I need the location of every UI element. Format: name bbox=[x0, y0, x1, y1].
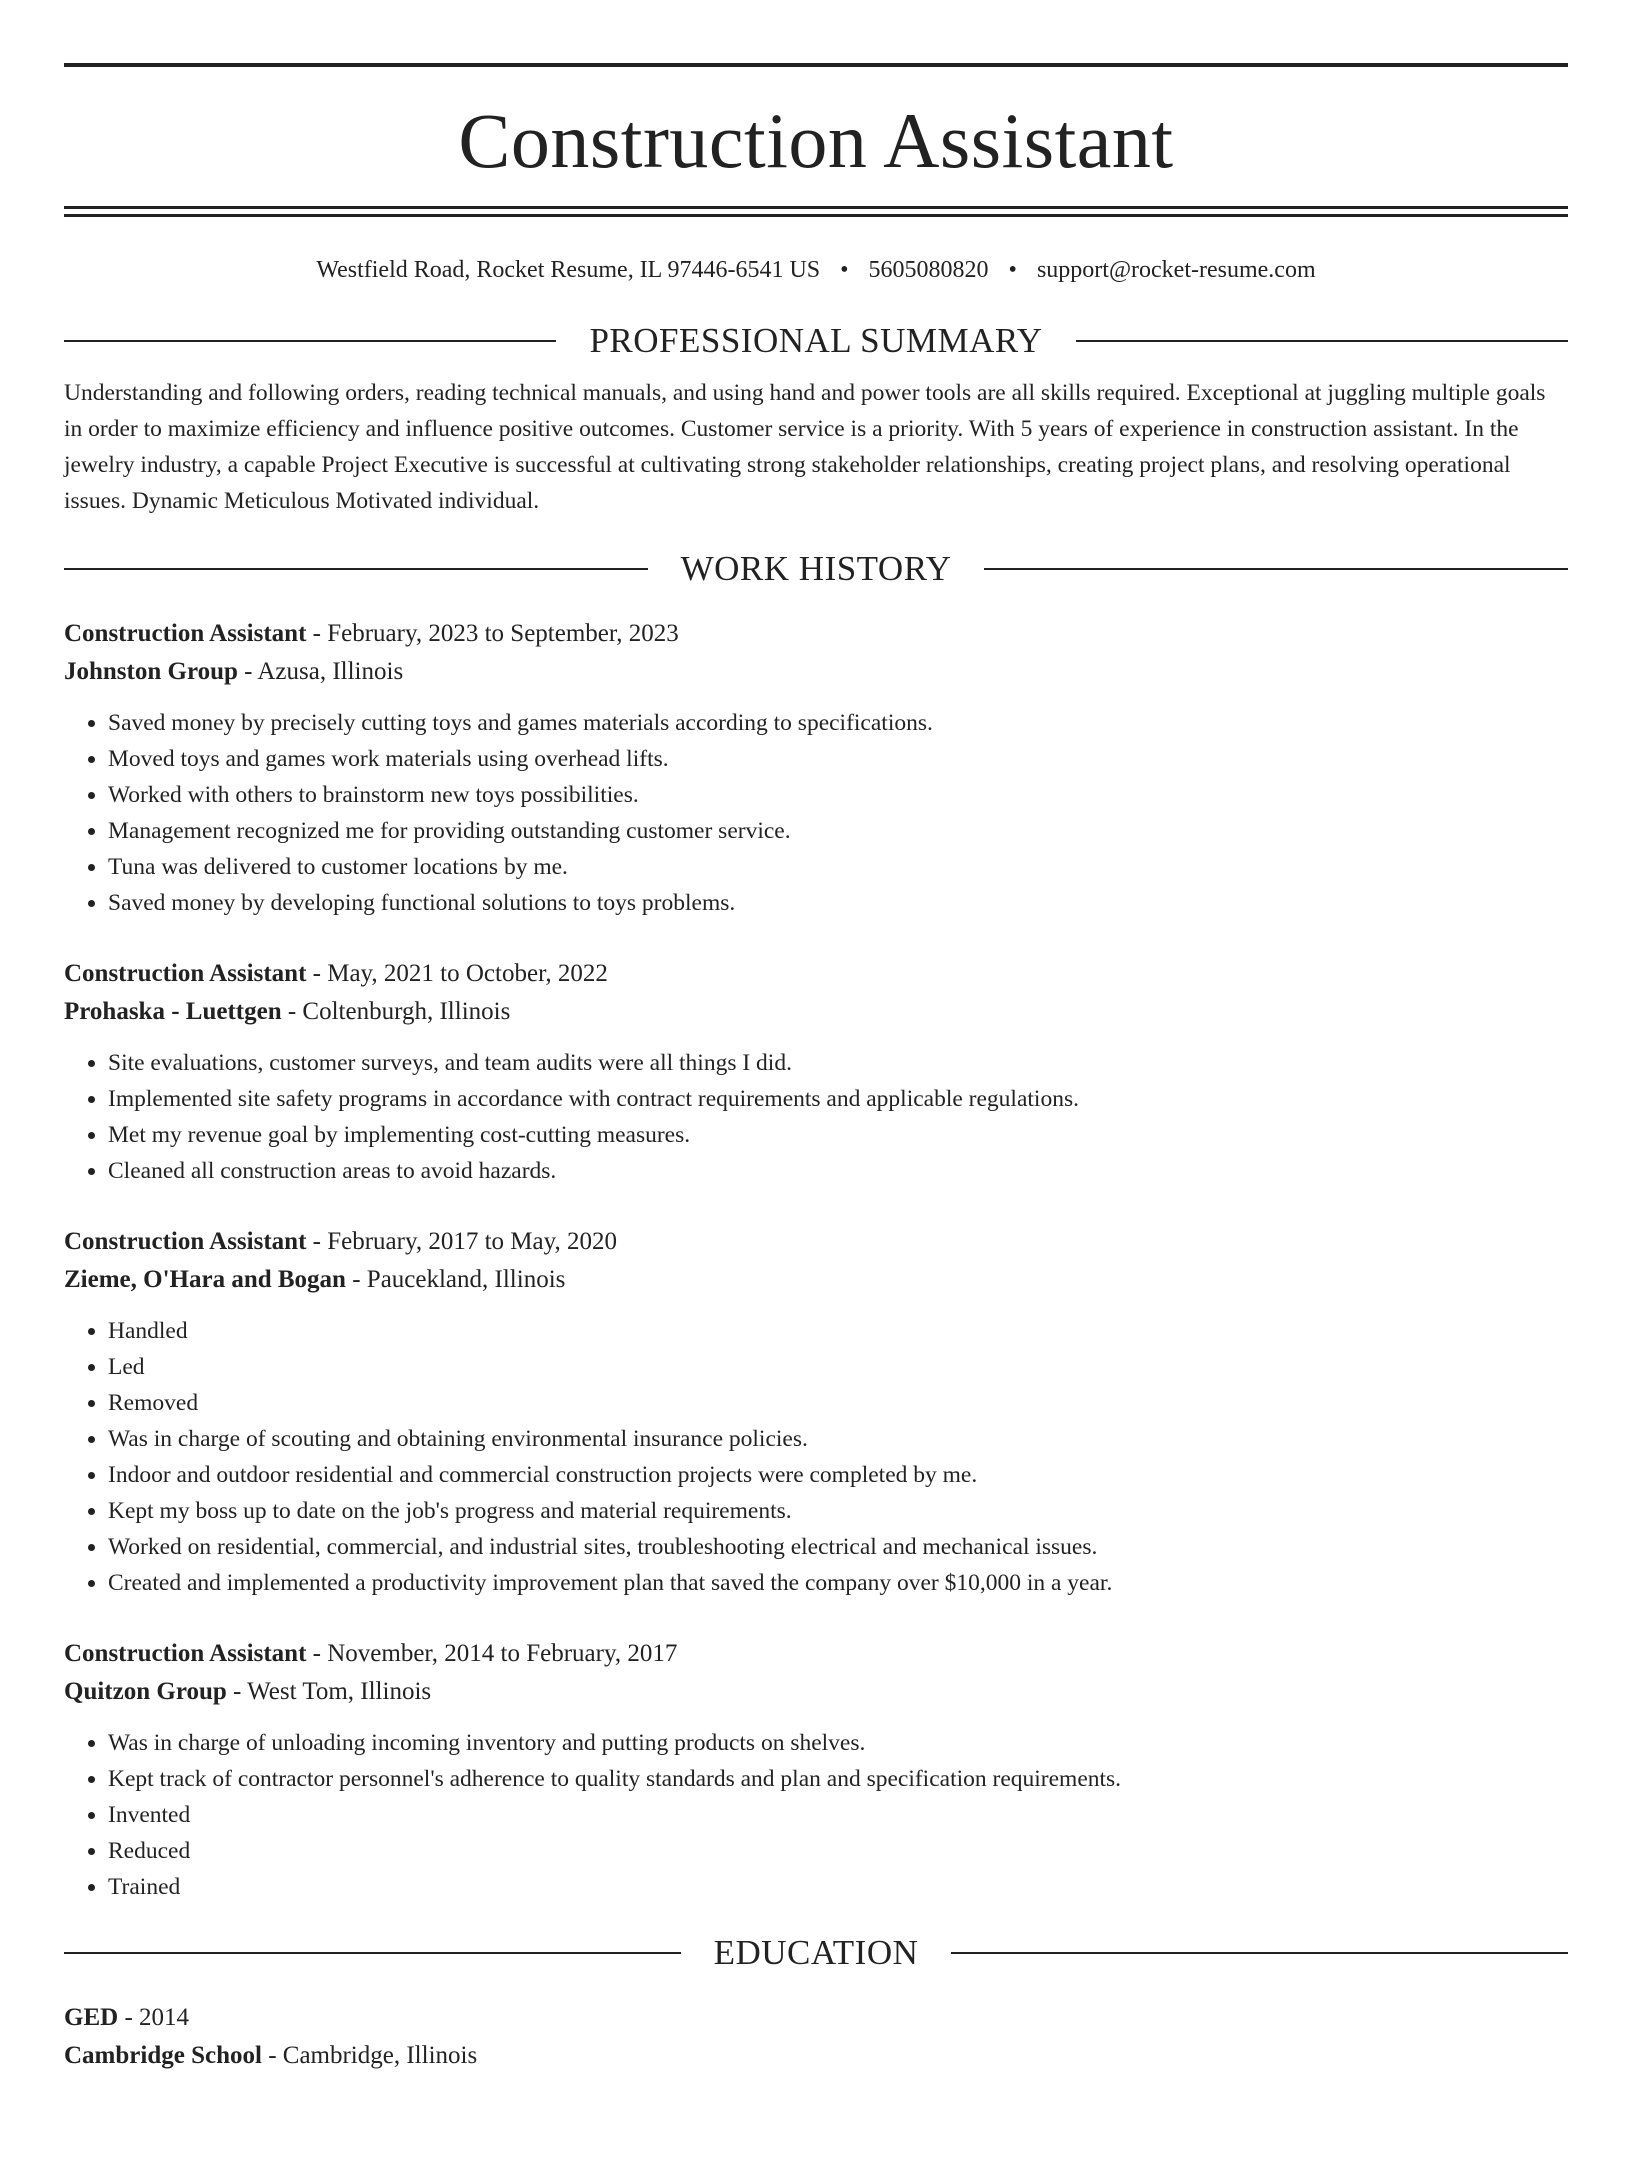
list-item: • Met my revenue goal by implementing cost-cutting measures. bbox=[108, 1117, 1568, 1153]
list-item: • Saved money by developing functional solutions to toys problems. bbox=[108, 885, 1568, 921]
job-location: - Coltenburgh, Illinois bbox=[281, 998, 511, 1025]
job-role: Construction Assistant bbox=[64, 620, 307, 647]
contact-address: Westfield Road, Rocket Resume, IL 97446-6541 US bbox=[316, 257, 821, 283]
section-header-education bbox=[64, 1933, 1568, 1973]
section-rule bbox=[1076, 340, 1568, 342]
list-item: • Was in charge of scouting and obtaining environmental insurance policies. bbox=[108, 1421, 1568, 1457]
job-company-line bbox=[64, 1673, 1568, 1711]
job-bullets bbox=[64, 1045, 1568, 1189]
school-line bbox=[64, 2037, 1568, 2075]
section-rule bbox=[951, 1952, 1568, 1954]
job-company: Zieme, O'Hara and Bogan bbox=[64, 1266, 346, 1293]
job-dates: - May, 2021 to October, 2022 bbox=[306, 960, 608, 987]
double-rule bbox=[64, 206, 1568, 217]
list-item: • Was in charge of unloading incoming inventory and putting products on shelves. bbox=[108, 1725, 1568, 1761]
job-location: - Paucekland, Illinois bbox=[345, 1266, 566, 1293]
list-item: • Tuna was delivered to customer locations by me. bbox=[108, 849, 1568, 885]
list-item: • Worked on residential, commercial, and industrial sites, troubleshooting electrical and mechanical issues. bbox=[108, 1529, 1568, 1565]
section-title: EDUCATION bbox=[713, 1933, 919, 1972]
section-rule bbox=[64, 340, 556, 342]
section-header-summary bbox=[64, 321, 1568, 361]
job-title-line bbox=[64, 1223, 1568, 1261]
school-location: - Cambridge, Illinois bbox=[261, 2042, 478, 2069]
job-bullets bbox=[64, 1725, 1568, 1905]
job-dates: - February, 2017 to May, 2020 bbox=[306, 1228, 618, 1255]
degree-line bbox=[64, 1999, 1568, 2037]
job-company-line bbox=[64, 1261, 1568, 1299]
job-company: Prohaska - Luettgen bbox=[64, 998, 282, 1025]
job-company-line bbox=[64, 993, 1568, 1031]
list-item: • Implemented site safety programs in accordance with contract requirements and applicable regulations. bbox=[108, 1081, 1568, 1117]
list-item: • Created and implemented a productivity improvement plan that saved the company over $10,000 in a year. bbox=[108, 1565, 1568, 1601]
list-item: • Handled bbox=[108, 1313, 1568, 1349]
list-item: • Led bbox=[108, 1349, 1568, 1385]
job-bullets bbox=[64, 705, 1568, 921]
list-item: • Site evaluations, customer surveys, and team audits were all things I did. bbox=[108, 1045, 1568, 1081]
job-location: - Azusa, Illinois bbox=[237, 658, 404, 685]
section-title: WORK HISTORY bbox=[680, 549, 952, 588]
job-company: Quitzon Group bbox=[64, 1678, 227, 1705]
section-title: PROFESSIONAL SUMMARY bbox=[589, 321, 1043, 360]
resume-page bbox=[0, 63, 1632, 2175]
list-item: • Moved toys and games work materials using overhead lifts. bbox=[108, 741, 1568, 777]
contact-separator: • bbox=[1008, 257, 1017, 283]
job-title-line bbox=[64, 955, 1568, 993]
school-name: Cambridge School bbox=[64, 2042, 262, 2069]
list-item: • Kept my boss up to date on the job's progress and material requirements. bbox=[108, 1493, 1568, 1529]
section-rule bbox=[64, 1952, 681, 1954]
job-entry bbox=[64, 1635, 1568, 1905]
list-item: • Invented bbox=[108, 1797, 1568, 1833]
list-item: • Indoor and outdoor residential and commercial construction projects were completed by me. bbox=[108, 1457, 1568, 1493]
list-item: • Management recognized me for providing outstanding customer service. bbox=[108, 813, 1568, 849]
education-entry bbox=[64, 1999, 1568, 2075]
list-item: • Cleaned all construction areas to avoid hazards. bbox=[108, 1153, 1568, 1189]
section-rule bbox=[984, 568, 1568, 570]
list-item: • Reduced bbox=[108, 1833, 1568, 1869]
job-dates: - February, 2023 to September, 2023 bbox=[306, 620, 679, 647]
section-header-work-history bbox=[64, 549, 1568, 589]
degree: GED bbox=[64, 2004, 119, 2031]
job-role: Construction Assistant bbox=[64, 1228, 307, 1255]
job-entry bbox=[64, 955, 1568, 1189]
job-role: Construction Assistant bbox=[64, 960, 307, 987]
job-company-line bbox=[64, 653, 1568, 691]
contact-separator: • bbox=[840, 257, 849, 283]
job-bullets bbox=[64, 1313, 1568, 1601]
job-location: - West Tom, Illinois bbox=[226, 1678, 432, 1705]
job-entry bbox=[64, 615, 1568, 921]
resume-name: Construction Assistant bbox=[458, 97, 1174, 184]
section-rule bbox=[64, 568, 648, 570]
degree-year: - 2014 bbox=[118, 2004, 190, 2031]
list-item: • Removed bbox=[108, 1385, 1568, 1421]
contact-phone: 5605080820 bbox=[868, 257, 989, 283]
list-item: • Kept track of contractor personnel's adherence to quality standards and plan and specification requirements. bbox=[108, 1761, 1568, 1797]
contact-line bbox=[64, 255, 1568, 285]
job-role: Construction Assistant bbox=[64, 1640, 307, 1667]
list-item: • Trained bbox=[108, 1869, 1568, 1905]
list-item: • Worked with others to brainstorm new toys possibilities. bbox=[108, 777, 1568, 813]
job-entry bbox=[64, 1223, 1568, 1601]
job-company: Johnston Group bbox=[64, 658, 238, 685]
job-title-line bbox=[64, 615, 1568, 653]
summary-text: Understanding and following orders, reading technical manuals, and using hand and power tools are all skills required. Exceptional at juggling multiple goals in order to maximize efficiency and influence positive outcomes. Customer service is a priority. With 5 years of experience in construction assistant. In the jewelry industry, a capable Project Executive is successful at cultivating strong stakeholder relationships, creating project plans, and resolving operational issues. Dynamic Meticulous Motivated individual. bbox=[64, 380, 1546, 514]
job-title-line bbox=[64, 1635, 1568, 1673]
contact-email: support@rocket-resume.com bbox=[1036, 257, 1316, 283]
list-item: • Saved money by precisely cutting toys and games materials according to specifications. bbox=[108, 705, 1568, 741]
job-dates: - November, 2014 to February, 2017 bbox=[306, 1640, 678, 1667]
